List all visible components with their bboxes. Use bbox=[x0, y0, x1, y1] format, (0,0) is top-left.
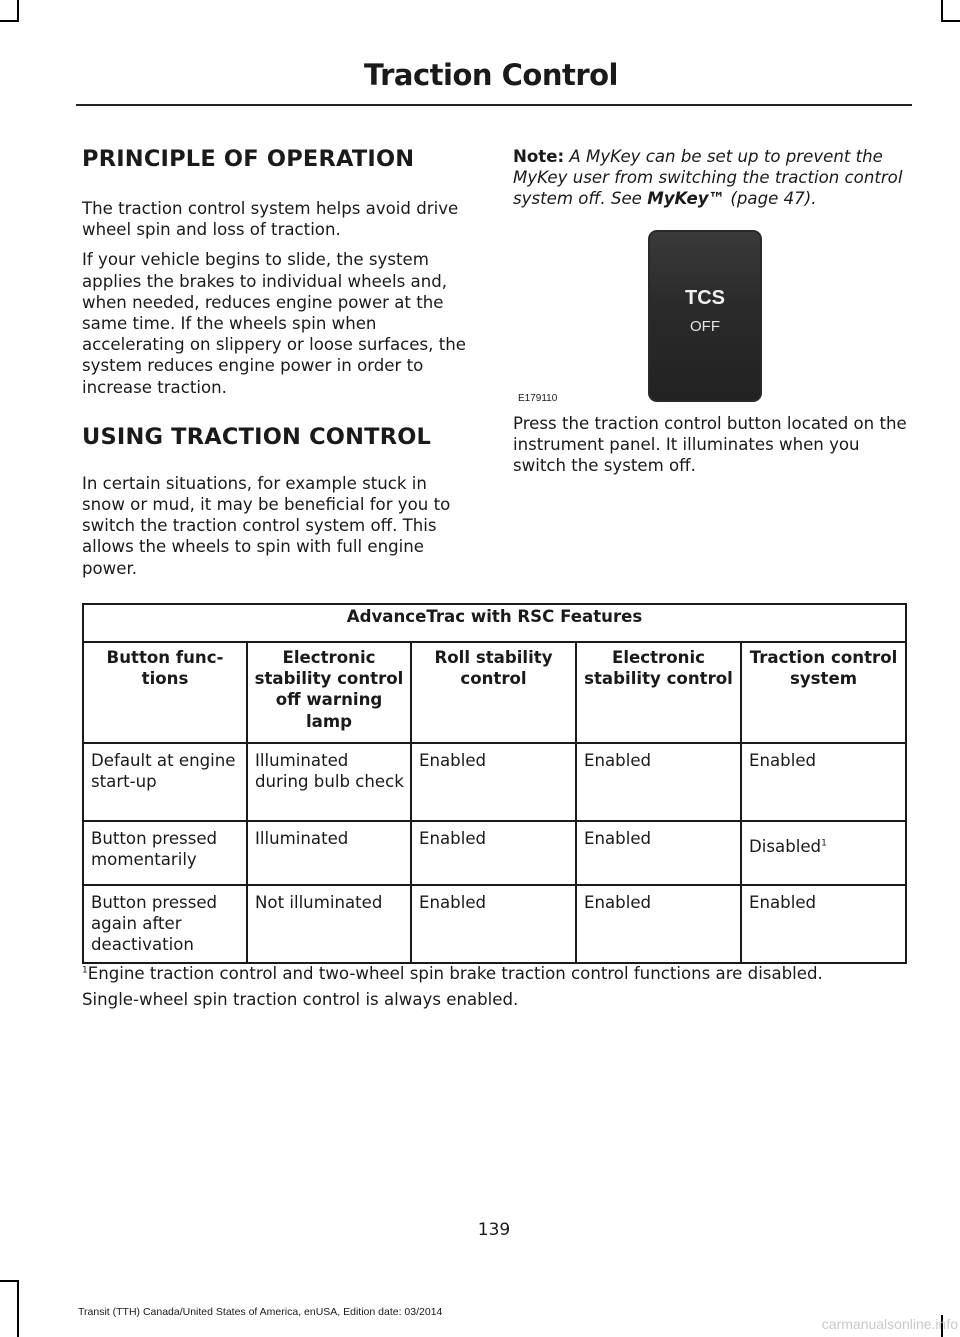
table-cell: Enabled bbox=[576, 743, 741, 821]
table-cell: Enabled bbox=[411, 743, 576, 821]
table-row bbox=[83, 743, 906, 821]
note bbox=[513, 146, 909, 210]
crop-mark bbox=[941, 0, 943, 22]
crop-mark bbox=[0, 20, 19, 22]
tcs-button-sublabel: OFF bbox=[690, 317, 720, 335]
tcs-button-figure bbox=[513, 230, 909, 408]
footnote-text-2: Single-wheel spin traction control is always enabled. bbox=[82, 990, 519, 1009]
table-cell: Enabled bbox=[741, 885, 906, 963]
tcs-off-button-icon bbox=[648, 230, 762, 402]
column-header: Traction control system bbox=[741, 642, 906, 743]
cell-text: Disabled bbox=[749, 837, 822, 856]
table-cell: Enabled bbox=[411, 821, 576, 885]
mykey-reference-link[interactable]: MyKey™ bbox=[647, 189, 726, 209]
note-label: Note: bbox=[513, 147, 565, 166]
paragraph: In certain situations, for example stuck in snow or mud, it may be beneficial for you to switch the traction control system off. This allows the wheels to spin with full engine power. bbox=[82, 473, 451, 578]
left-column bbox=[82, 146, 475, 579]
footnote-text: Engine traction control and two-wheel spin brake traction control functions are disabled. bbox=[87, 964, 823, 983]
tcs-button-label: TCS bbox=[685, 286, 725, 309]
footnote-marker: 1 bbox=[821, 838, 827, 849]
table-cell: Enabled bbox=[576, 821, 741, 885]
footnote-marker: 1 bbox=[82, 965, 88, 976]
section-heading-using: USING TRACTION CONTROL bbox=[82, 423, 432, 450]
figure-id: E179110 bbox=[518, 392, 558, 404]
paragraph: Press the traction control button located on the instrument panel. It illuminates when you switch the system off. bbox=[513, 413, 907, 476]
column-header: Button func-tions bbox=[83, 642, 247, 743]
table-cell: Not illuminated bbox=[247, 885, 411, 963]
crop-mark bbox=[0, 1280, 19, 1282]
paragraph: The traction control system helps avoid drive wheel spin and loss of traction. bbox=[82, 199, 459, 240]
table-cell-disabled bbox=[741, 821, 906, 885]
right-column bbox=[513, 146, 909, 476]
table-cell: Button pressed again after deactivation bbox=[83, 885, 247, 963]
crop-mark bbox=[17, 0, 19, 22]
table-row bbox=[83, 885, 906, 963]
table-caption: AdvanceTrac with RSC Features bbox=[83, 604, 906, 642]
paragraph: If your vehicle begins to slide, the system applies the brakes to individual wheels and, when needed, reduces engine power at the same time. If the wheels spin when accelerating on slippery or loose surfaces, the system reduces engine power in order to increase traction. bbox=[82, 250, 466, 397]
table-cell: Enabled bbox=[741, 743, 906, 821]
table-cell: Enabled bbox=[411, 885, 576, 963]
note-text: A MyKey can be set up to prevent the MyKey user from switching the traction control system off. See bbox=[513, 147, 903, 209]
table-cell: Illuminated bbox=[247, 821, 411, 885]
advancetrac-features-table bbox=[82, 603, 907, 964]
column-header: Roll stability control bbox=[411, 642, 576, 743]
note-page-ref: (page 47). bbox=[730, 189, 817, 209]
page-title: Traction Control bbox=[363, 58, 618, 92]
footnote bbox=[82, 963, 912, 984]
crop-mark bbox=[17, 1280, 19, 1337]
watermark: carmanualsonline.info bbox=[821, 1316, 958, 1332]
table-cell: Illuminated during bulb check bbox=[247, 743, 411, 821]
table-cell: Default at engine start-up bbox=[83, 743, 247, 821]
page-number: 139 bbox=[477, 1220, 511, 1240]
edition-info: Transit (TTH) Canada/United States of America, enUSA, Edition date: 03/2014 bbox=[78, 1306, 443, 1318]
section-heading-principle: PRINCIPLE OF OPERATION bbox=[82, 146, 415, 172]
crop-mark bbox=[941, 20, 960, 22]
table-cell: Button pressed momentarily bbox=[83, 821, 247, 885]
column-header: Electronic stability control off warning lamp bbox=[247, 642, 411, 743]
header-divider bbox=[76, 104, 912, 106]
table-row bbox=[83, 821, 906, 885]
table-cell: Enabled bbox=[576, 885, 741, 963]
column-header: Electronic stability control bbox=[576, 642, 741, 743]
